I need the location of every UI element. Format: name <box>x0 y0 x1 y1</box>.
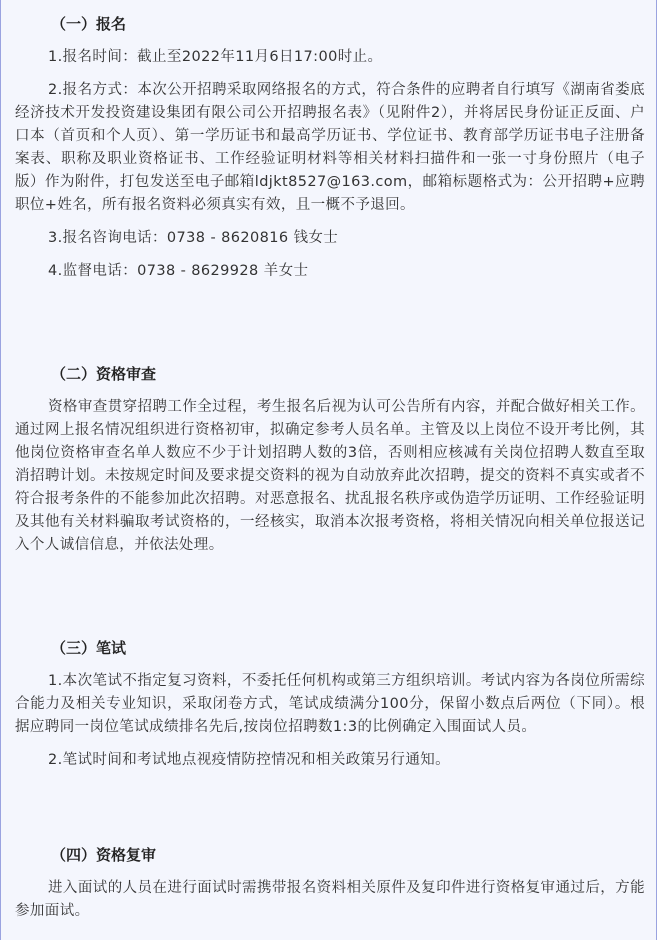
section-heading: （三）笔试 <box>51 639 127 657</box>
section-heading: （一）报名 <box>51 15 127 33</box>
paragraph: 4.监督电话：0738 - 8629928 羊女士 <box>48 263 309 279</box>
paragraph: 进入面试的人员在进行面试时需携带报名资料相关原件及复印件进行资格复审通过后，方能参加面试。 <box>15 880 645 919</box>
paragraph: 1.报名时间：截止至2022年11月6日17:00时止。 <box>48 49 383 65</box>
paragraph: 2.报名方式：本次公开招聘采取网络报名的方式，符合条件的应聘者自行填写《湖南省娄底经济技术开发投资建设集团有限公司公开招聘报名表》（见附件2），并将居民身份证正反面、户口本（首页和个人页）、第一学历证书和最高学历证书、学位证书、教育部学历证书电子注册备案表、职称及职业资格证书、工作经验证明材料等相关材料扫描件和一张一寸身份照片（电子版）作为附件，打包发送至电子邮箱ldjkt8527@163.com，邮箱标题格式为：公开招聘+应聘职位+姓名，所有报名资料必须真实有效，且一概不予退回。 <box>15 82 645 213</box>
section-written-exam <box>15 638 645 772</box>
section-heading: （二）资格审查 <box>51 365 157 383</box>
paragraph: 1.本次笔试不指定复习资料，不委托任何机构或第三方组织培训。考试内容为各岗位所需综合能力及相关专业知识，采取闭卷方式，笔试成绩满分100分，保留小数点后两位（下同）。根据应聘同一岗位笔试成绩排名先后,按岗位招聘数1:3的比例确定入围面试人员。 <box>15 673 645 735</box>
paragraph: 3.报名咨询电话：0738 - 8620816 钱女士 <box>48 230 339 246</box>
section-qualification-review <box>15 364 645 557</box>
section-registration <box>15 14 645 283</box>
section-qualification-recheck <box>15 845 645 923</box>
paragraph: 2.笔试时间和考试地点视疫情防控情况和相关政策另行通知。 <box>48 752 451 768</box>
paragraph: 资格审查贯穿招聘工作全过程，考生报名后视为认可公告所有内容，并配合做好相关工作。通过网上报名情况组织进行资格初审，拟确定参考人员名单。主管及以上岗位不设开考比例，其他岗位资格审查名单人数应不少于计划招聘人数的3倍，否则相应核减有关岗位招聘人数直至取消招聘计划。未按规定时间及要求提交资料的视为自动放弃此次招聘，提交的资料不真实或者不符合报考条件的不能参加此次招聘。对恶意报名、扰乱报名秩序或伪造学历证明、工作经验证明及其他有关材料骗取考试资格的，一经核实，取消本次报考资格，将相关情况向相关单位报送记入个人诚信信息，并依法处理。 <box>15 399 645 553</box>
section-heading: （四）资格复审 <box>51 846 157 864</box>
